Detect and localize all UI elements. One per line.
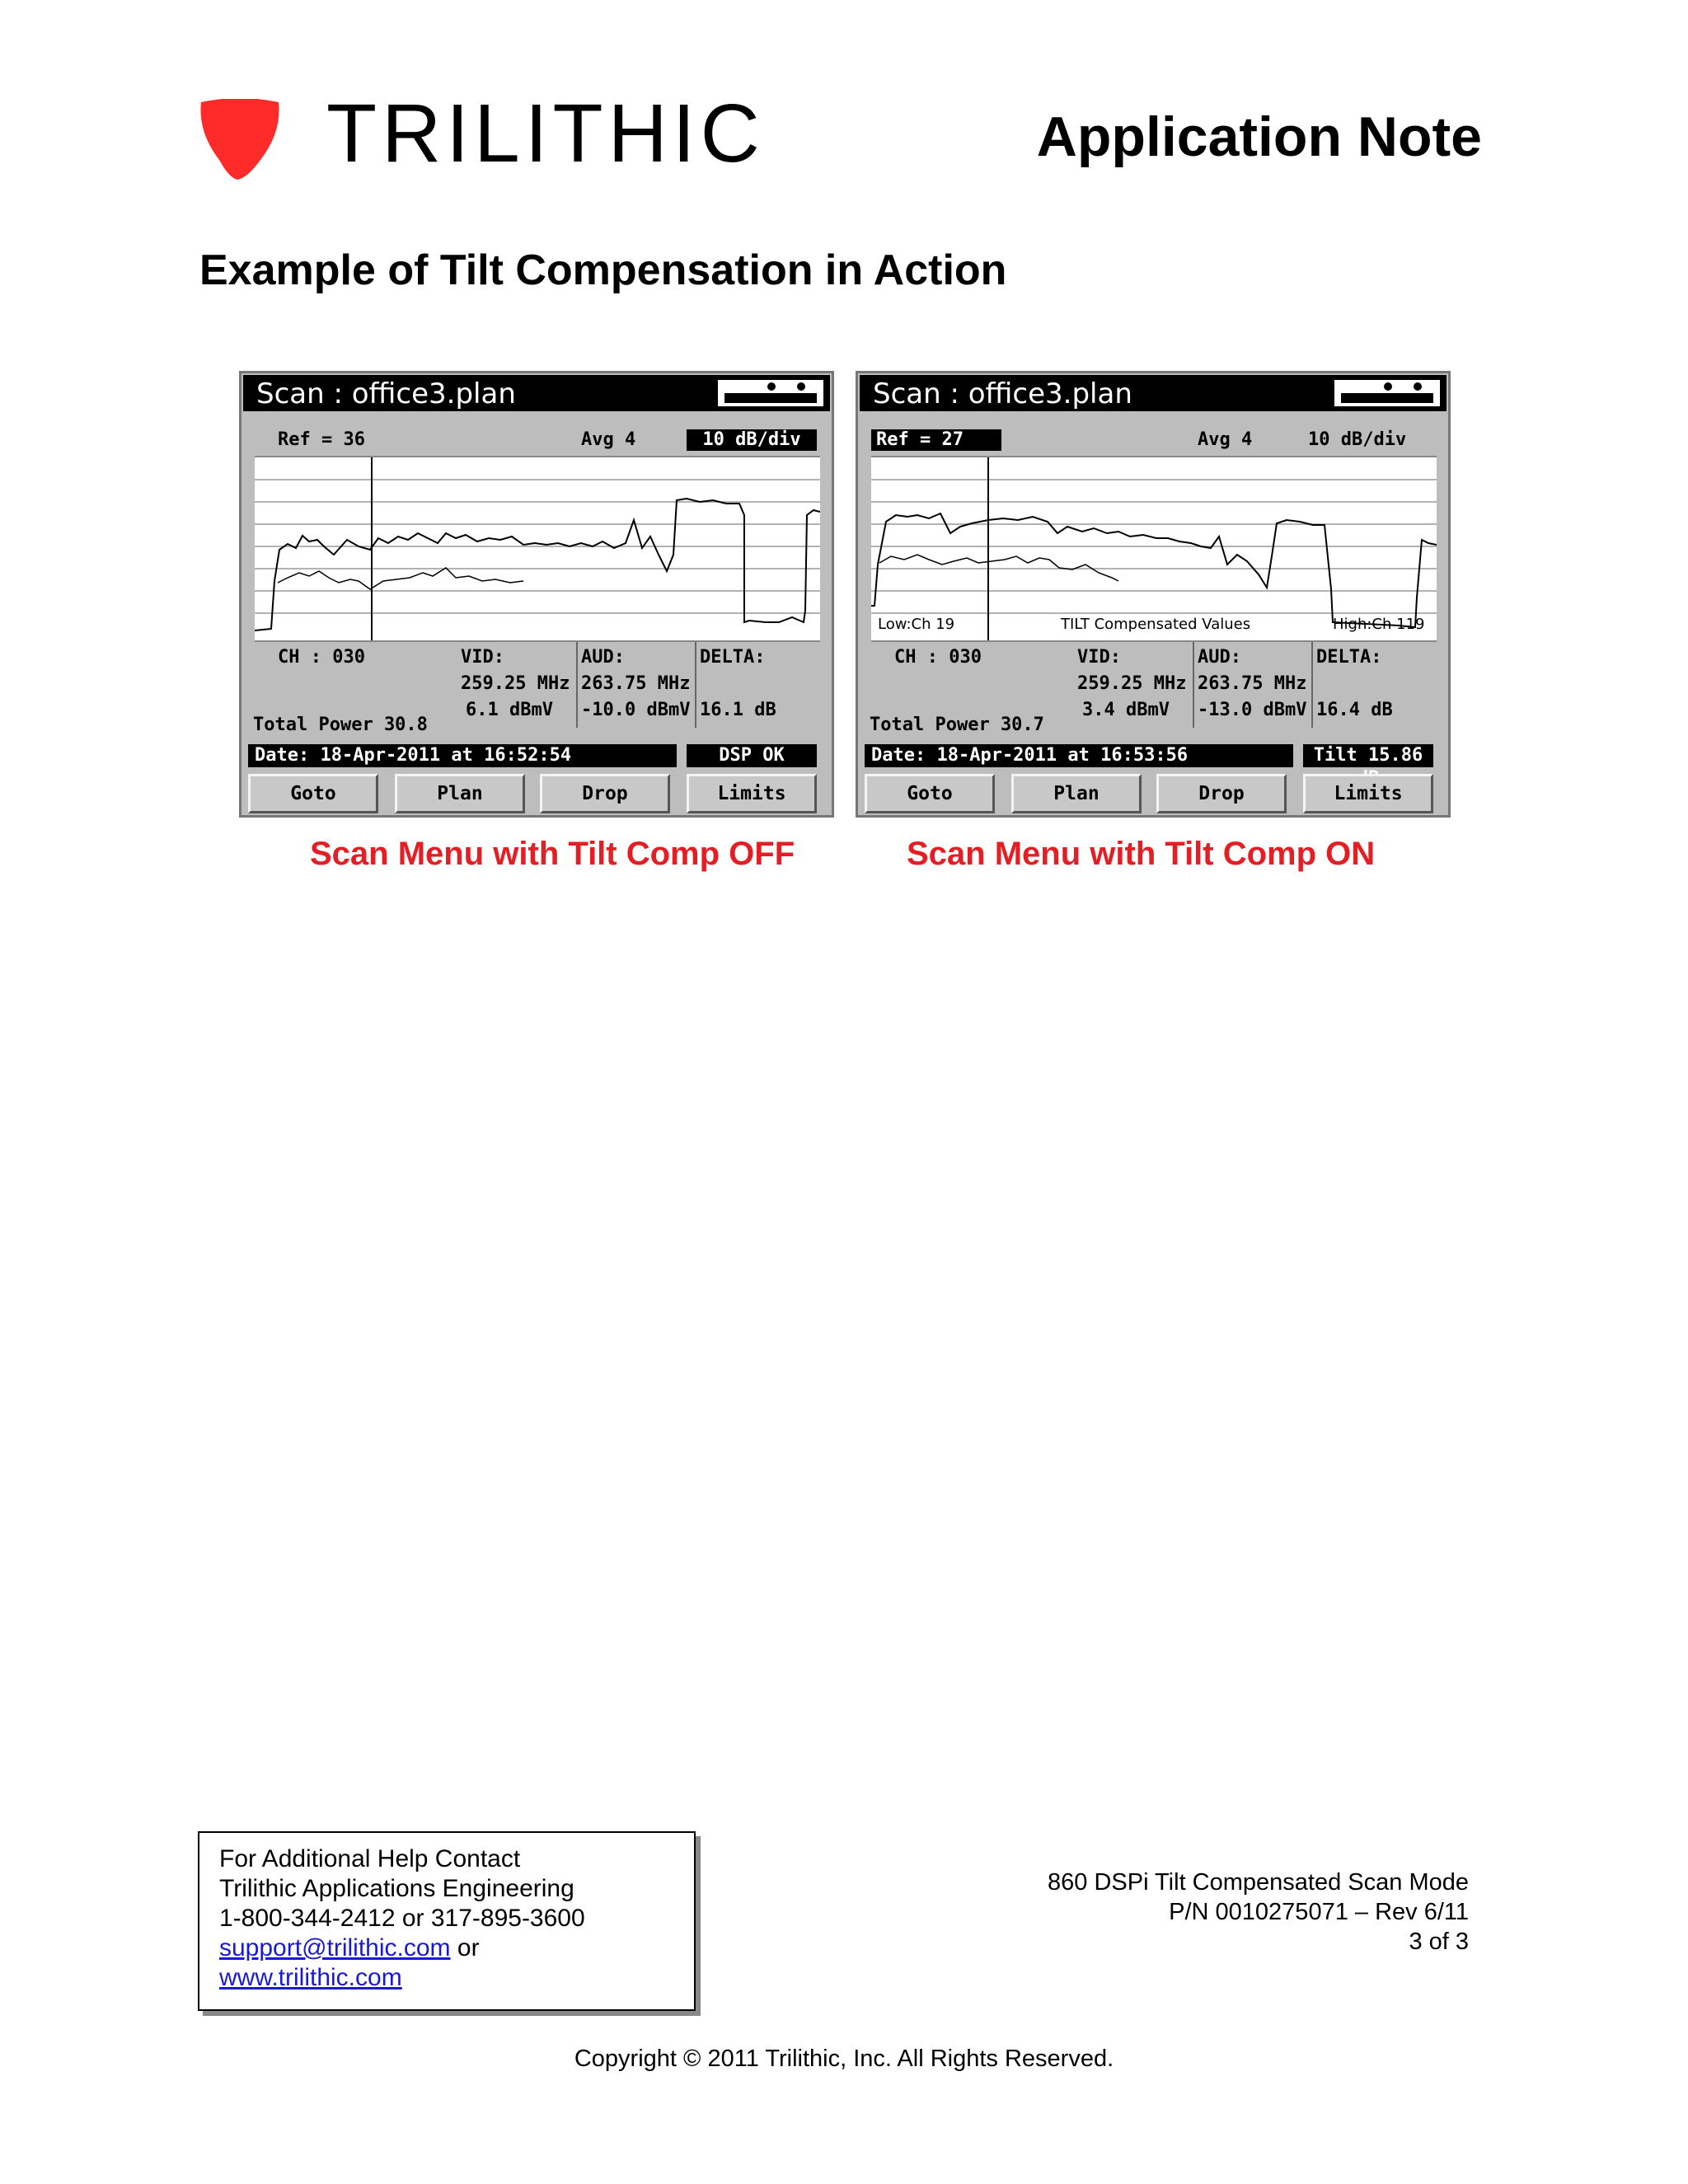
limits-button[interactable]: Limits	[1303, 774, 1433, 813]
document-info	[1048, 1868, 1469, 1957]
section-title: Example of Tilt Compensation in Action	[199, 246, 1007, 294]
delta-value: 16.4 dB	[1316, 700, 1393, 720]
tilt-indicator: Tilt 15.86	[1303, 744, 1433, 767]
audio-frequency: 263.75 MHz	[581, 673, 691, 694]
ref-level: Ref = 27	[871, 429, 1001, 451]
video-label: VID:	[1077, 647, 1121, 668]
average-count: Avg 4	[1198, 429, 1253, 450]
part-number: P/N 0010275071 – Rev 6/11	[1169, 1899, 1469, 1925]
screen-title: Scan : office3.plan	[256, 377, 516, 410]
delta-label: DELTA:	[1316, 647, 1382, 668]
scale-setting: 10 dB/div	[687, 429, 817, 451]
limits-button[interactable]: Limits	[687, 774, 817, 813]
audio-level: -10.0 dBmV	[581, 700, 691, 720]
copyright-notice: Copyright © 2011 Trilithic, Inc. All Rights Reserved.	[574, 2046, 1114, 2072]
delta-value: 16.1 dB	[700, 700, 776, 720]
document-name: 860 DSPi Tilt Compensated Scan Mode	[1048, 1869, 1469, 1896]
video-level: 6.1 dBmV	[466, 700, 553, 720]
document-type: Application Note	[1036, 105, 1482, 168]
screen-title-bar	[860, 375, 1447, 411]
video-level: 3.4 dBmV	[1082, 700, 1170, 720]
spectrum-trace	[255, 499, 820, 630]
secondary-trace	[879, 555, 1118, 581]
total-power: Total Power 30.7	[870, 715, 1044, 735]
contact-phone: 1-800-344-2412 or 317-895-3600	[219, 1905, 585, 1932]
goto-button[interactable]: Goto	[865, 774, 995, 813]
contact-box	[198, 1831, 696, 2011]
delta-label: DELTA:	[700, 647, 766, 668]
drop-button[interactable]: Drop	[540, 774, 670, 813]
spectrum-trace	[871, 513, 1437, 627]
video-frequency: 259.25 MHz	[1077, 673, 1187, 694]
average-count: Avg 4	[581, 429, 636, 450]
caption-tilt-off: Scan Menu with Tilt Comp OFF	[310, 836, 795, 872]
audio-level: -13.0 dBmV	[1198, 700, 1307, 720]
scan-screen-tilt-off	[239, 371, 834, 818]
video-label: VID:	[461, 647, 504, 668]
ref-level: Ref = 36	[278, 429, 365, 450]
goto-button[interactable]: Goto	[248, 774, 378, 813]
support-email-link[interactable]: support@trilithic.com	[219, 1934, 451, 1961]
page-number: 3 of 3	[1409, 1929, 1469, 1955]
caption-tilt-on: Scan Menu with Tilt Comp ON	[907, 836, 1376, 872]
contact-department: Trilithic Applications Engineering	[219, 1875, 574, 1902]
drop-button[interactable]: Drop	[1156, 774, 1287, 813]
website-link[interactable]: www.trilithic.com	[219, 1964, 402, 1991]
plan-button[interactable]: Plan	[1011, 774, 1142, 813]
brand-name: TRILITHIC	[326, 87, 765, 180]
battery-icon	[718, 380, 823, 406]
status-indicator: DSP OK	[687, 744, 817, 767]
date-bar: Date: 18-Apr-2011 at 16:53:56	[865, 744, 1293, 767]
trilithic-logo-icon	[196, 99, 284, 181]
battery-icon	[1334, 380, 1440, 406]
contact-heading: For Additional Help Contact	[219, 1845, 521, 1872]
screen-title: Scan : office3.plan	[873, 377, 1132, 410]
scale-setting: 10 dB/div	[1308, 429, 1407, 450]
screen-title-bar	[243, 375, 830, 411]
audio-frequency: 263.75 MHz	[1198, 673, 1307, 694]
contact-or-text: or	[450, 1934, 480, 1961]
channel-number: CH : 030	[894, 647, 982, 668]
scan-screen-tilt-on	[856, 371, 1451, 818]
low-channel-label: Low:Ch 19	[878, 616, 955, 633]
spectrum-plot	[871, 456, 1437, 642]
tilt-compensated-label: TILT Compensated Values	[1061, 616, 1251, 633]
high-channel-label: High:Ch 119	[1333, 616, 1425, 633]
spectrum-plot	[255, 456, 820, 642]
channel-number: CH : 030	[278, 647, 365, 668]
video-frequency: 259.25 MHz	[461, 673, 570, 694]
plan-button[interactable]: Plan	[395, 774, 525, 813]
total-power: Total Power 30.8	[253, 715, 428, 735]
date-bar: Date: 18-Apr-2011 at 16:52:54	[248, 744, 677, 767]
audio-label: AUD:	[1198, 647, 1241, 668]
secondary-trace	[278, 568, 523, 589]
audio-label: AUD:	[581, 647, 625, 668]
